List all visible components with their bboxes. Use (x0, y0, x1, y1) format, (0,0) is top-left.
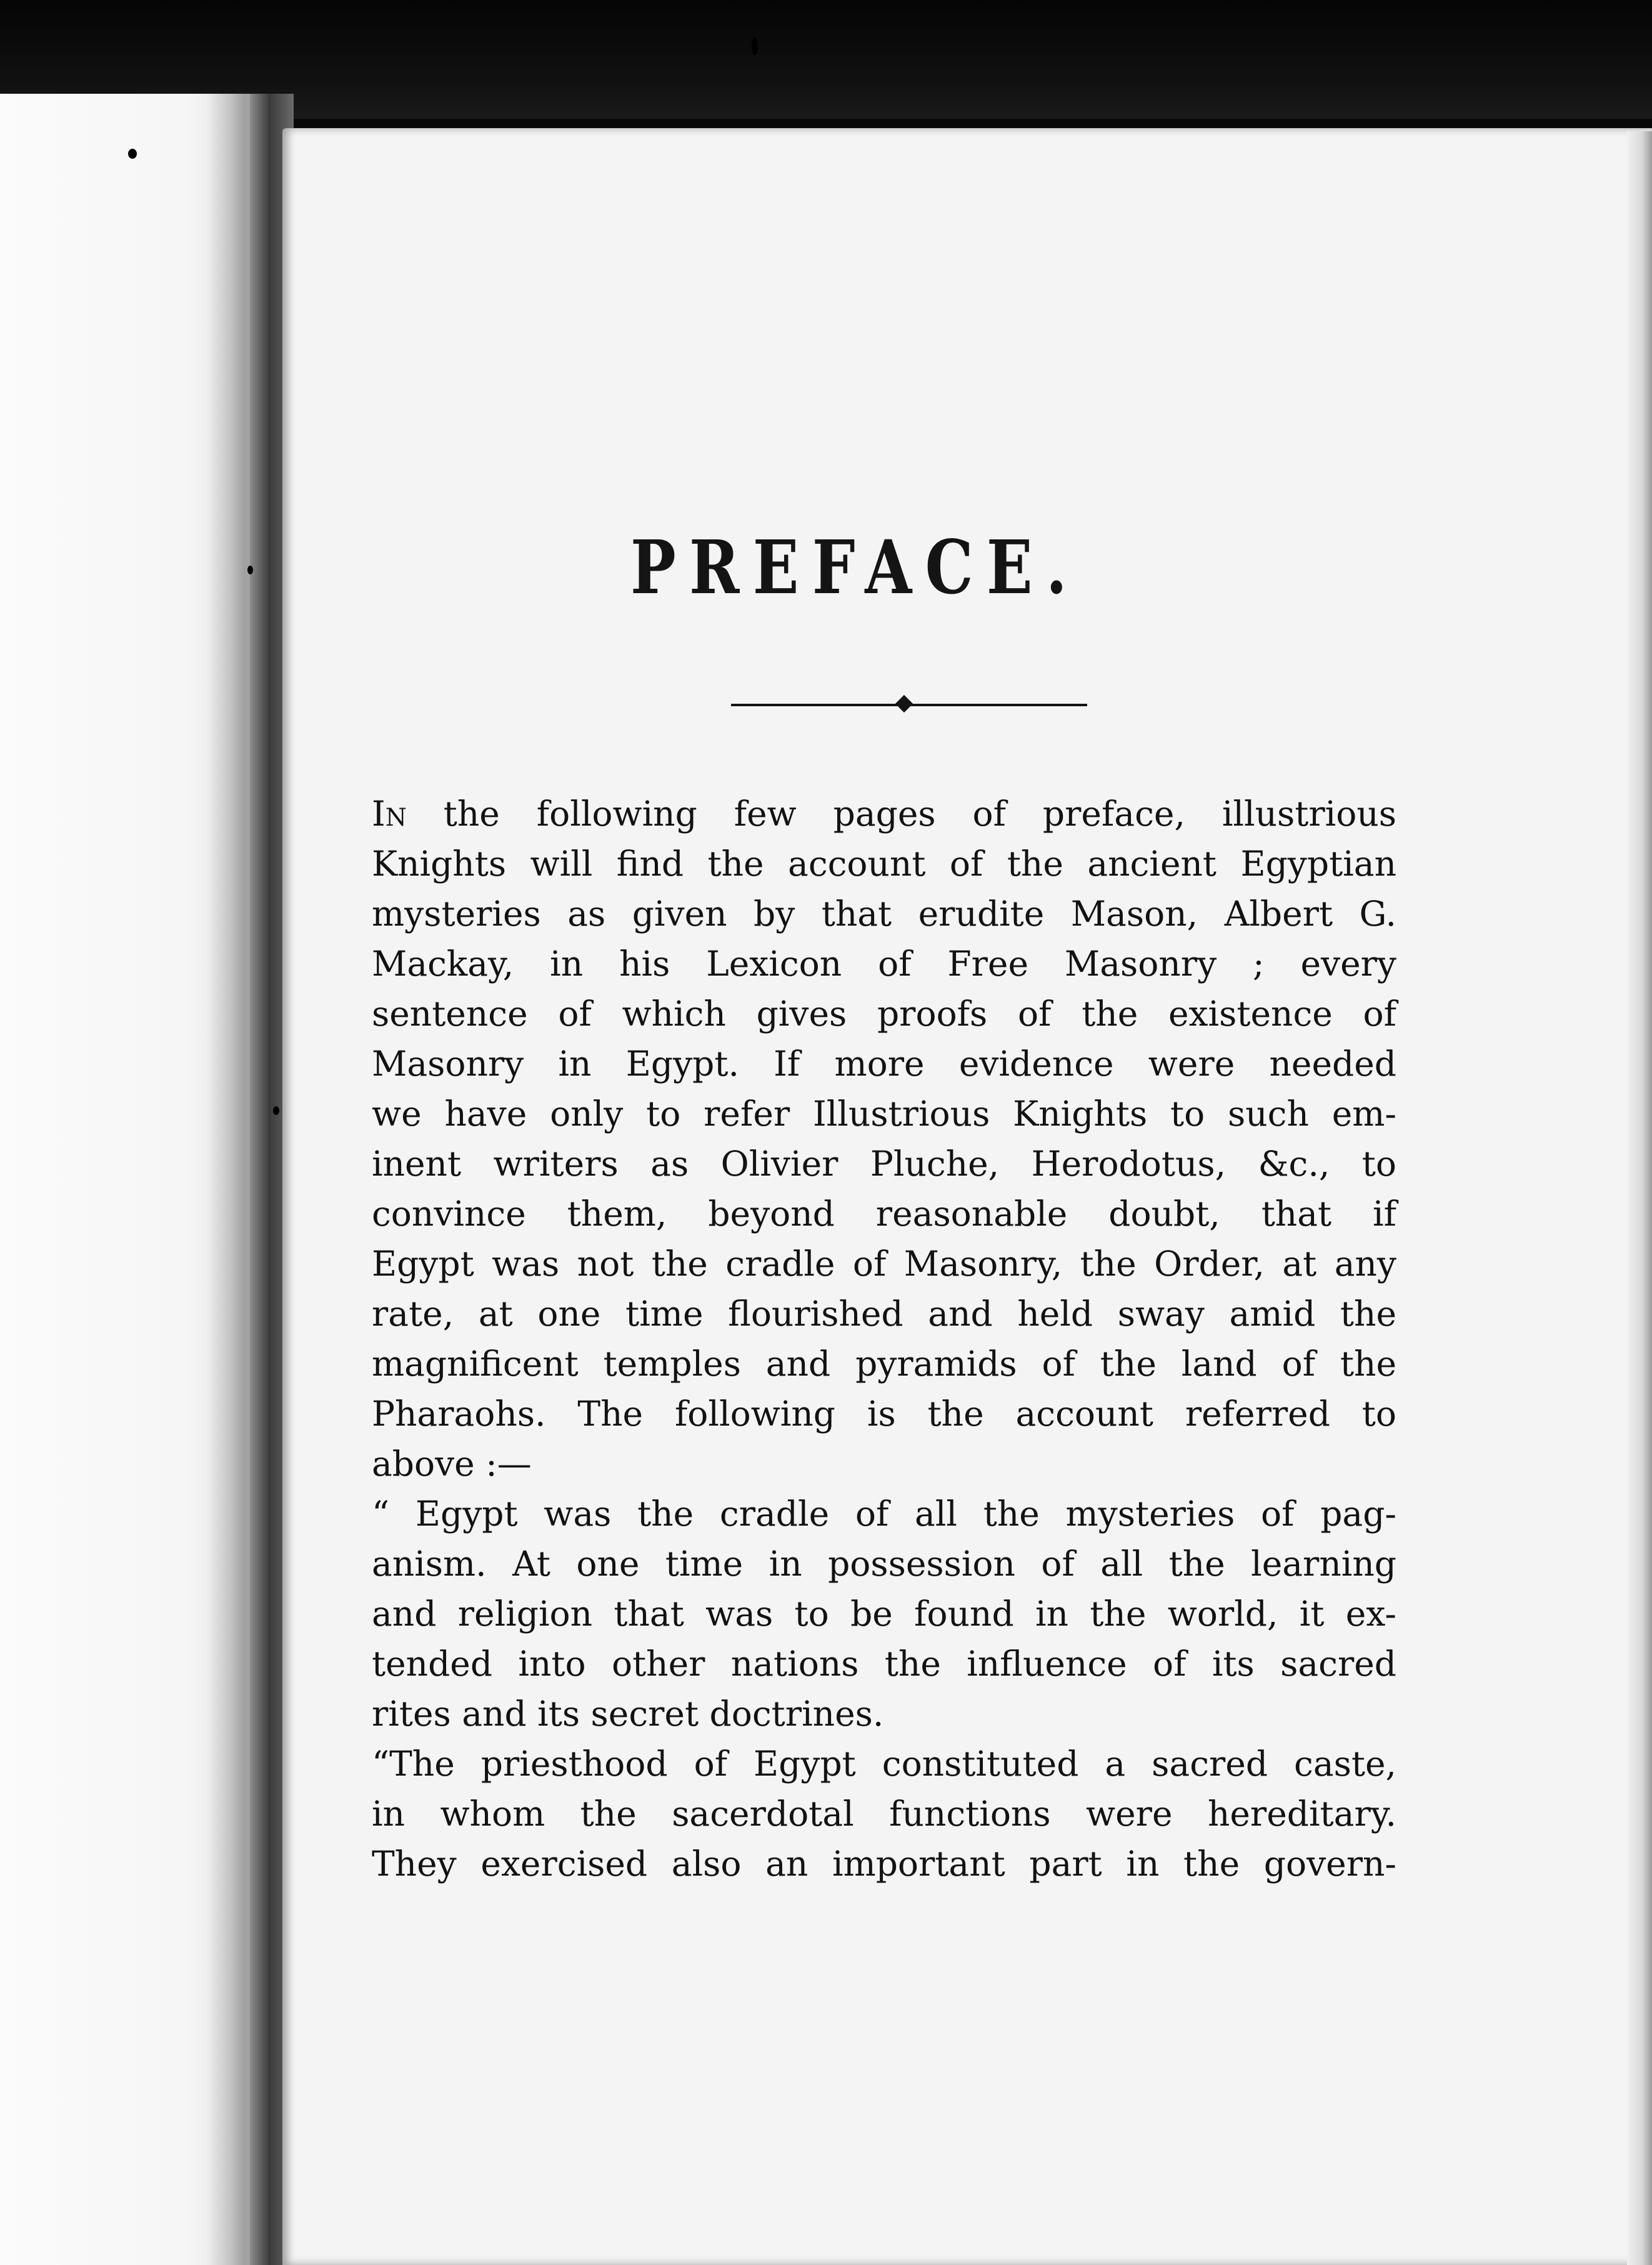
page-title: PREFACE. (630, 524, 1081, 611)
text-line: Pharaohs. The following is the account referred to (372, 1394, 1396, 1434)
text-line: rate, at one time flourished and held sway amid the (372, 1294, 1396, 1334)
text-line: In the following few pages of preface, illustrious (372, 794, 1396, 834)
text-line: in whom the sacerdotal functions were hereditary. (372, 1794, 1396, 1834)
text-line: Masonry in Egypt. If more evidence were needed (372, 1044, 1396, 1084)
text-line: They exercised also an important part in the govern- (372, 1844, 1396, 1884)
text-line: convince them, beyond reasonable doubt, that if (372, 1194, 1396, 1234)
text-line: rites and its secret doctrines. (372, 1694, 884, 1734)
text-line: sentence of which gives proofs of the existence of (372, 994, 1396, 1034)
text-line: mysteries as given by that erudite Mason, Albert G. (372, 894, 1396, 934)
ink-speck (128, 149, 137, 159)
text-line: Knights will find the account of the ancient Egyptian (372, 844, 1396, 884)
text-line: magnificent temples and pyramids of the land of the (372, 1344, 1396, 1384)
text-line: Egypt was not the cradle of Masonry, the Order, at any (372, 1244, 1396, 1284)
ink-speck (247, 566, 253, 574)
text-line: “The priesthood of Egypt constituted a sacred caste, (372, 1744, 1396, 1784)
text-line: inent writers as Olivier Pluche, Herodotus, &c., to (372, 1144, 1396, 1184)
text-line: “ Egypt was the cradle of all the mysteries of pag- (372, 1494, 1396, 1534)
ink-speck (273, 1106, 279, 1115)
text-line: and religion that was to be found in the world, it ex- (372, 1594, 1396, 1634)
text-line: we have only to refer Illustrious Knights to such em- (372, 1094, 1396, 1134)
page-edge (1627, 131, 1652, 2265)
ink-speck (752, 38, 758, 55)
drop-word: In (372, 794, 407, 834)
text-line: tended into other nations the influence of its sacred (372, 1644, 1396, 1684)
text-line: Mackay, in his Lexicon of Free Masonry ; every (372, 944, 1396, 984)
text-line: anism. At one time in possession of all the learning (372, 1544, 1396, 1584)
text-line: above :— (372, 1444, 532, 1484)
